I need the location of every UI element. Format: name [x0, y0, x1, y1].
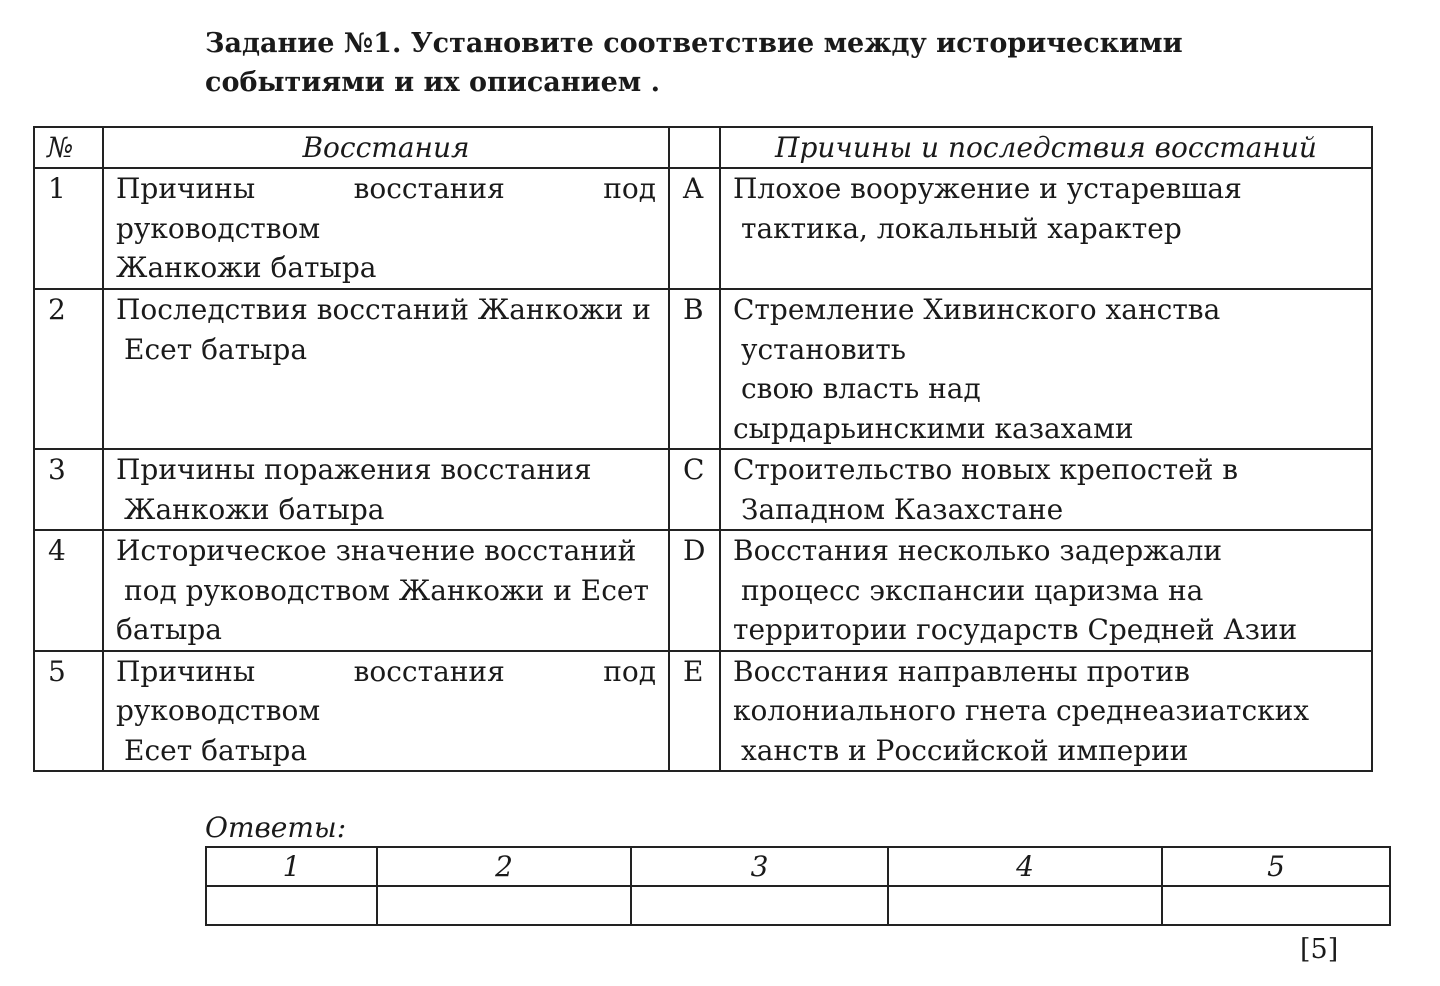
cause-line: колониального гнета среднеазиатских	[733, 694, 1310, 727]
cause-cell	[720, 530, 1372, 651]
cause-line: процесс экспансии царизма на	[741, 573, 1204, 607]
cause-line: Стремление Хивинского ханства	[733, 293, 1221, 326]
event-word: восстания	[353, 654, 505, 688]
event-cell	[103, 449, 669, 530]
cause-line: установить	[741, 332, 907, 366]
cause-line: Строительство новых крепостей в	[733, 453, 1238, 486]
score-label: [5]	[1300, 934, 1339, 965]
event-word: под	[603, 654, 656, 688]
header-events: Восстания	[103, 127, 669, 168]
task-title	[205, 24, 1305, 102]
answers-table	[205, 846, 1391, 926]
event-line: руководством	[116, 694, 321, 727]
event-line: руководством	[116, 211, 321, 245]
event-line: Причины поражения восстания	[116, 453, 592, 486]
answer-column-label: 1	[206, 847, 377, 886]
table-header-row	[34, 127, 1372, 168]
cause-cell	[720, 651, 1372, 772]
answers-header-row	[206, 847, 1390, 886]
event-line: Последствия восстаний Жанкожи и	[116, 293, 651, 326]
row-letter: D	[669, 530, 720, 651]
answers-label: Ответы:	[205, 811, 347, 844]
event-line: Есет батыра	[124, 332, 308, 366]
cause-cell	[720, 289, 1372, 449]
cause-line: Западном Казахстане	[741, 492, 1064, 526]
row-letter: C	[669, 449, 720, 530]
cause-line: тактика, локальный характер	[741, 211, 1182, 245]
cause-line: Восстания несколько задержали	[733, 534, 1223, 567]
event-line	[116, 652, 656, 692]
header-causes: Причины и последствия восстаний	[720, 127, 1372, 168]
event-cell	[103, 651, 669, 772]
cause-cell	[720, 168, 1372, 289]
answer-cell-4[interactable]	[888, 886, 1162, 925]
event-line: Есет батыра	[124, 733, 308, 767]
event-word: Причины	[116, 172, 256, 205]
event-line: под руководством Жанкожи и Есет	[124, 573, 649, 607]
event-line: батыра	[116, 613, 222, 646]
event-cell	[103, 530, 669, 651]
answers-input-row	[206, 886, 1390, 925]
table-row	[34, 289, 1372, 449]
cause-line: свою власть над	[741, 372, 981, 405]
row-number: 2	[34, 289, 103, 449]
row-letter: E	[669, 651, 720, 772]
cause-line: Восстания направлены против	[733, 654, 1190, 688]
task-title-line-1: Задание №1. Установите соответствие между историческими	[205, 28, 1183, 59]
answer-cell-5[interactable]	[1162, 886, 1390, 925]
table-row	[34, 168, 1372, 289]
matching-table	[33, 126, 1373, 772]
header-number: №	[34, 127, 103, 168]
table-row	[34, 651, 1372, 772]
task-title-line-2: событиями и их описанием .	[205, 67, 661, 98]
event-word: под	[603, 172, 656, 205]
answer-column-label: 4	[888, 847, 1162, 886]
answer-cell-2[interactable]	[377, 886, 631, 925]
cause-cell	[720, 449, 1372, 530]
table-row	[34, 449, 1372, 530]
cause-line: территории государств Средней Азии	[733, 613, 1298, 646]
event-cell	[103, 289, 669, 449]
event-cell	[103, 168, 669, 289]
answer-cell-1[interactable]	[206, 886, 377, 925]
event-word: восстания	[353, 172, 505, 205]
cause-line: ханств и Российской империи	[741, 733, 1189, 767]
row-number: 4	[34, 530, 103, 651]
answer-column-label: 5	[1162, 847, 1390, 886]
row-number: 5	[34, 651, 103, 772]
answer-column-label: 3	[631, 847, 888, 886]
event-word: Причины	[116, 654, 256, 688]
event-line: Жанкожи батыра	[124, 492, 385, 526]
cause-line: сырдарьинскими казахами	[733, 411, 1134, 445]
header-letter	[669, 127, 720, 168]
answer-column-label: 2	[377, 847, 631, 886]
event-line	[116, 169, 656, 209]
event-line: Жанкожи батыра	[116, 251, 377, 284]
row-letter: A	[669, 168, 720, 289]
row-number: 3	[34, 449, 103, 530]
row-number: 1	[34, 168, 103, 289]
answer-cell-3[interactable]	[631, 886, 888, 925]
event-line: Историческое значение восстаний	[116, 534, 637, 567]
row-letter: B	[669, 289, 720, 449]
table-row	[34, 530, 1372, 651]
cause-line: Плохое вооружение и устаревшая	[733, 172, 1242, 205]
